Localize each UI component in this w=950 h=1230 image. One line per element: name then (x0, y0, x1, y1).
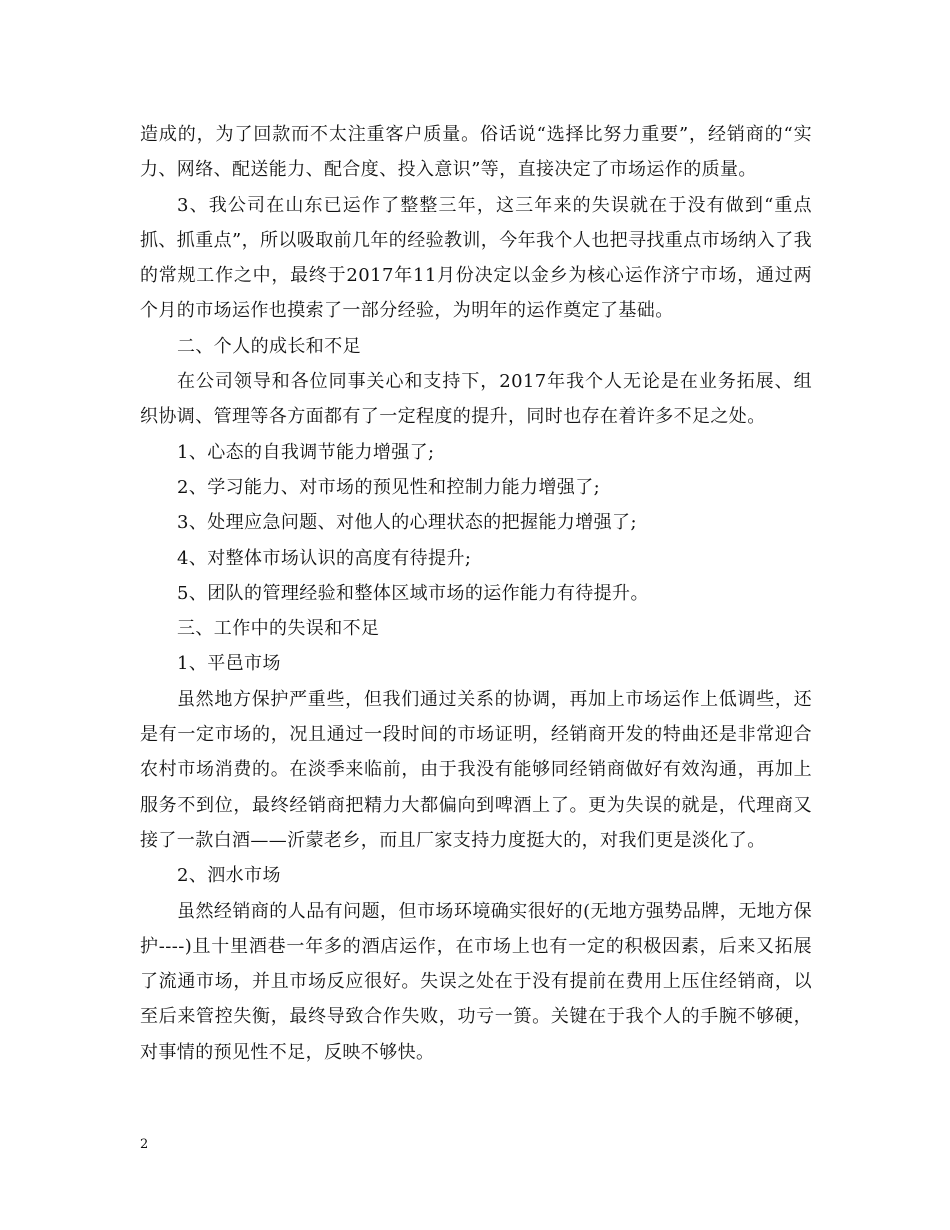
paragraph-continuation: 造成的，为了回款而不太注重客户质量。俗话说“选择比努力重要”，经销商的“实力、网络、配送能力、配合度、投入意识”等，直接决定了市场运作的质量。 (140, 124, 812, 181)
paragraph-pingyi: 虽然地方保护严重些，但我们通过关系的协调，再加上市场运作上低调些，还是有一定市场的，况且通过一段时间的市场证明，经销商开发的特曲还是非常迎合农村市场消费的。在淡季来临前，由于我没有能够同经销商做好有效沟通，再加上服务不到位，最终经销商把精力大都偏向到啤酒上了。更为失误的就是，代理商又接了一款白酒——沂蒙老乡，而且厂家支持力度挺大的，对我们更是淡化了。 (140, 688, 812, 851)
paragraph-item-3: 3、我公司在山东已运作了整整三年，这三年来的失误就在于没有做到“重点抓、抓重点”，所以吸取前几年的经验教训，今年我个人也把寻找重点市场纳入了我的常规工作之中，最终于2017年11月份决定以金乡为核心运作济宁市场，通过两个月的市场运作也摸索了一部分经验，为明年的运作奠定了基础。 (140, 194, 812, 322)
subheading-pingyi-market: 1、平邑市场 (177, 653, 281, 675)
paragraph-sishui: 虽然经销商的人品有问题，但市场环境确实很好的(无地方强势品牌，无地方保护----)且十里酒巷一年多的酒店运作，在市场上也有一定的积极因素，后来又拓展了流通市场，并且市场反应很好。失误之处在于没有提前在费用上压住经销商，以至后来管控失衡，最终导致合作失败，功亏一篑。关键在于我个人的手腕不够硬，对事情的预见性不足，反映不够快。 (140, 900, 812, 1063)
section-heading-2: 二、个人的成长和不足 (177, 335, 361, 357)
document-body (140, 117, 812, 1070)
subheading-sishui-market: 2、泗水市场 (177, 865, 281, 887)
list-item-2: 2、学习能力、对市场的预见性和控制力能力增强了; (177, 476, 601, 498)
page-number: 2 (140, 1137, 149, 1152)
list-item-1: 1、心态的自我调节能力增强了; (177, 441, 435, 463)
list-item-4: 4、对整体市场认识的高度有待提升; (177, 547, 472, 569)
section-heading-3: 三、工作中的失误和不足 (177, 618, 380, 640)
list-item-5: 5、团队的管理经验和整体区域市场的运作能力有待提升。 (177, 582, 649, 604)
list-item-3: 3、处理应急问题、对他人的心理状态的把握能力增强了; (177, 512, 637, 534)
paragraph-growth-intro: 在公司领导和各位同事关心和支持下，2017年我个人无论是在业务拓展、组织协调、管理等各方面都有了一定程度的提升，同时也存在着许多不足之处。 (140, 371, 812, 428)
